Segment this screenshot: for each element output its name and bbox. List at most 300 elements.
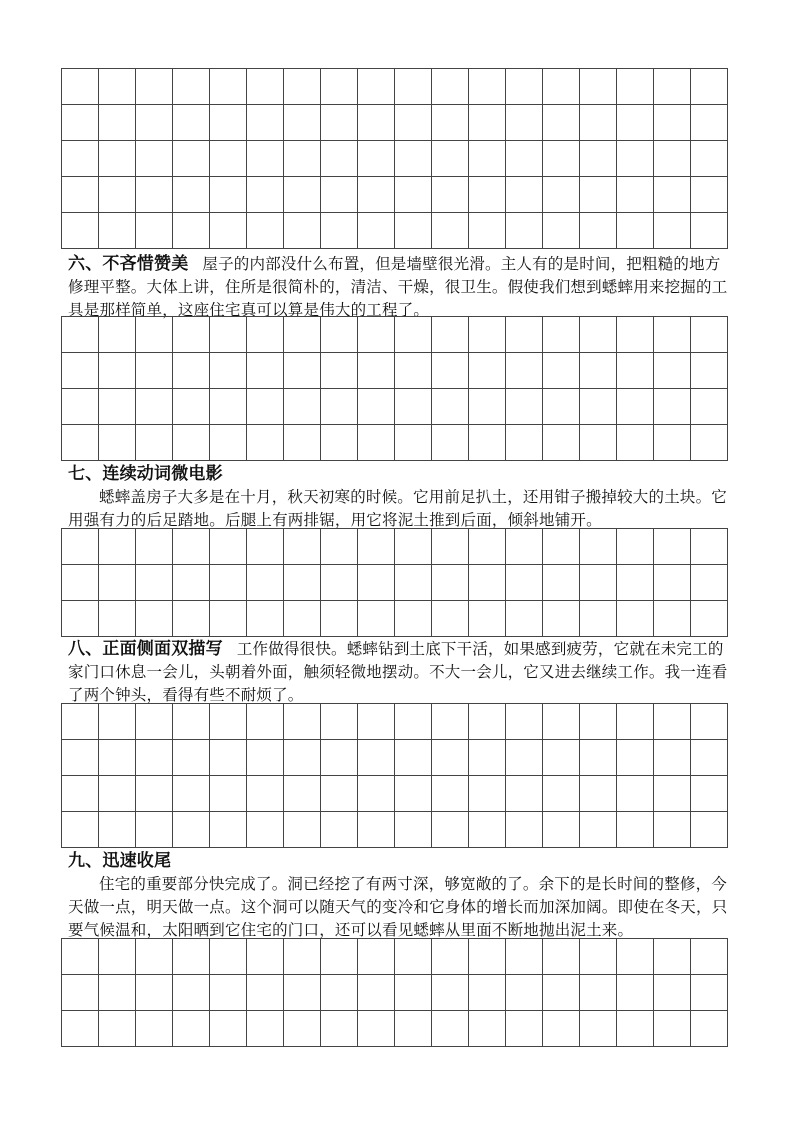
grid-cell[interactable] xyxy=(580,141,617,177)
grid-cell[interactable] xyxy=(321,704,358,740)
grid-cell[interactable] xyxy=(136,317,173,353)
grid-cell[interactable] xyxy=(654,141,691,177)
grid-cell[interactable] xyxy=(136,939,173,975)
grid-cell[interactable] xyxy=(173,1011,210,1047)
grid-cell[interactable] xyxy=(210,565,247,601)
grid-cell[interactable] xyxy=(358,353,395,389)
grid-cell[interactable] xyxy=(247,975,284,1011)
grid-cell[interactable] xyxy=(284,1011,321,1047)
grid-cell[interactable] xyxy=(432,704,469,740)
grid-cell[interactable] xyxy=(543,601,580,637)
grid-cell[interactable] xyxy=(432,425,469,461)
grid-cell[interactable] xyxy=(432,975,469,1011)
grid-cell[interactable] xyxy=(62,317,99,353)
grid-cell[interactable] xyxy=(321,776,358,812)
grid-cell[interactable] xyxy=(136,1011,173,1047)
grid-cell[interactable] xyxy=(543,213,580,249)
grid-cell[interactable] xyxy=(543,812,580,848)
grid-cell[interactable] xyxy=(210,105,247,141)
grid-cell[interactable] xyxy=(247,353,284,389)
grid-cell[interactable] xyxy=(210,812,247,848)
grid-cell[interactable] xyxy=(321,389,358,425)
grid-cell[interactable] xyxy=(284,177,321,213)
grid-cell[interactable] xyxy=(62,1011,99,1047)
grid-cell[interactable] xyxy=(284,317,321,353)
grid-cell[interactable] xyxy=(136,704,173,740)
grid-cell[interactable] xyxy=(247,740,284,776)
grid-cell[interactable] xyxy=(469,939,506,975)
grid-cell[interactable] xyxy=(654,105,691,141)
grid-cell[interactable] xyxy=(99,740,136,776)
grid-cell[interactable] xyxy=(654,353,691,389)
grid-cell[interactable] xyxy=(210,353,247,389)
grid-cell[interactable] xyxy=(506,69,543,105)
grid-cell[interactable] xyxy=(62,389,99,425)
grid-cell[interactable] xyxy=(543,177,580,213)
grid-cell[interactable] xyxy=(136,740,173,776)
grid-cell[interactable] xyxy=(395,601,432,637)
grid-cell[interactable] xyxy=(210,141,247,177)
grid-cell[interactable] xyxy=(543,69,580,105)
grid-cell[interactable] xyxy=(210,601,247,637)
grid-cell[interactable] xyxy=(506,425,543,461)
grid-cell[interactable] xyxy=(284,565,321,601)
grid-cell[interactable] xyxy=(691,141,728,177)
grid-cell[interactable] xyxy=(321,601,358,637)
grid-cell[interactable] xyxy=(506,975,543,1011)
grid-cell[interactable] xyxy=(469,213,506,249)
grid-cell[interactable] xyxy=(580,975,617,1011)
grid-cell[interactable] xyxy=(469,177,506,213)
grid-cell[interactable] xyxy=(617,213,654,249)
grid-cell[interactable] xyxy=(99,939,136,975)
grid-cell[interactable] xyxy=(247,177,284,213)
grid-cell[interactable] xyxy=(284,425,321,461)
grid-cell[interactable] xyxy=(469,353,506,389)
grid-cell[interactable] xyxy=(321,105,358,141)
grid-cell[interactable] xyxy=(62,975,99,1011)
grid-cell[interactable] xyxy=(580,177,617,213)
grid-cell[interactable] xyxy=(284,740,321,776)
grid-cell[interactable] xyxy=(691,105,728,141)
grid-cell[interactable] xyxy=(358,812,395,848)
grid-cell[interactable] xyxy=(358,141,395,177)
grid-cell[interactable] xyxy=(284,776,321,812)
grid-cell[interactable] xyxy=(173,529,210,565)
grid-cell[interactable] xyxy=(62,704,99,740)
grid-cell[interactable] xyxy=(395,565,432,601)
grid-cell[interactable] xyxy=(62,529,99,565)
grid-cell[interactable] xyxy=(173,177,210,213)
grid-cell[interactable] xyxy=(173,601,210,637)
grid-cell[interactable] xyxy=(543,529,580,565)
grid-cell[interactable] xyxy=(654,389,691,425)
grid-cell[interactable] xyxy=(284,69,321,105)
grid-cell[interactable] xyxy=(136,601,173,637)
grid-cell[interactable] xyxy=(321,141,358,177)
grid-cell[interactable] xyxy=(543,141,580,177)
grid-cell[interactable] xyxy=(432,529,469,565)
grid-cell[interactable] xyxy=(432,389,469,425)
grid-cell[interactable] xyxy=(136,69,173,105)
grid-cell[interactable] xyxy=(62,69,99,105)
grid-cell[interactable] xyxy=(284,213,321,249)
grid-cell[interactable] xyxy=(654,529,691,565)
grid-cell[interactable] xyxy=(210,213,247,249)
grid-cell[interactable] xyxy=(284,939,321,975)
grid-cell[interactable] xyxy=(99,389,136,425)
grid-cell[interactable] xyxy=(580,812,617,848)
grid-cell[interactable] xyxy=(99,704,136,740)
grid-cell[interactable] xyxy=(691,812,728,848)
grid-cell[interactable] xyxy=(284,975,321,1011)
grid-cell[interactable] xyxy=(210,529,247,565)
grid-cell[interactable] xyxy=(395,141,432,177)
grid-cell[interactable] xyxy=(321,740,358,776)
grid-cell[interactable] xyxy=(432,1011,469,1047)
grid-cell[interactable] xyxy=(506,740,543,776)
grid-cell[interactable] xyxy=(506,601,543,637)
grid-cell[interactable] xyxy=(136,389,173,425)
grid-cell[interactable] xyxy=(358,213,395,249)
grid-cell[interactable] xyxy=(321,425,358,461)
grid-cell[interactable] xyxy=(395,213,432,249)
grid-cell[interactable] xyxy=(432,601,469,637)
grid-cell[interactable] xyxy=(580,425,617,461)
grid-cell[interactable] xyxy=(580,1011,617,1047)
grid-cell[interactable] xyxy=(543,317,580,353)
grid-cell[interactable] xyxy=(506,529,543,565)
grid-cell[interactable] xyxy=(99,141,136,177)
grid-cell[interactable] xyxy=(247,141,284,177)
grid-cell[interactable] xyxy=(321,975,358,1011)
grid-cell[interactable] xyxy=(395,704,432,740)
grid-cell[interactable] xyxy=(654,425,691,461)
grid-cell[interactable] xyxy=(654,565,691,601)
grid-cell[interactable] xyxy=(432,105,469,141)
grid-cell[interactable] xyxy=(247,776,284,812)
grid-cell[interactable] xyxy=(469,389,506,425)
grid-cell[interactable] xyxy=(395,1011,432,1047)
grid-cell[interactable] xyxy=(321,213,358,249)
grid-cell[interactable] xyxy=(617,389,654,425)
grid-cell[interactable] xyxy=(580,389,617,425)
grid-cell[interactable] xyxy=(617,812,654,848)
grid-cell[interactable] xyxy=(210,1011,247,1047)
grid-cell[interactable] xyxy=(469,529,506,565)
grid-cell[interactable] xyxy=(358,776,395,812)
grid-cell[interactable] xyxy=(506,776,543,812)
grid-cell[interactable] xyxy=(654,601,691,637)
grid-cell[interactable] xyxy=(654,740,691,776)
grid-cell[interactable] xyxy=(691,389,728,425)
grid-cell[interactable] xyxy=(506,177,543,213)
grid-cell[interactable] xyxy=(654,317,691,353)
grid-cell[interactable] xyxy=(580,776,617,812)
grid-cell[interactable] xyxy=(506,105,543,141)
grid-cell[interactable] xyxy=(691,69,728,105)
grid-cell[interactable] xyxy=(543,740,580,776)
grid-cell[interactable] xyxy=(432,353,469,389)
grid-cell[interactable] xyxy=(469,812,506,848)
grid-cell[interactable] xyxy=(654,704,691,740)
grid-cell[interactable] xyxy=(284,141,321,177)
grid-cell[interactable] xyxy=(469,704,506,740)
grid-cell[interactable] xyxy=(136,213,173,249)
grid-cell[interactable] xyxy=(580,69,617,105)
grid-cell[interactable] xyxy=(358,740,395,776)
grid-cell[interactable] xyxy=(543,1011,580,1047)
grid-cell[interactable] xyxy=(654,1011,691,1047)
grid-cell[interactable] xyxy=(136,975,173,1011)
grid-cell[interactable] xyxy=(210,425,247,461)
grid-cell[interactable] xyxy=(358,105,395,141)
writing-grid[interactable] xyxy=(61,316,728,461)
grid-cell[interactable] xyxy=(284,601,321,637)
grid-cell[interactable] xyxy=(469,425,506,461)
grid-cell[interactable] xyxy=(617,1011,654,1047)
grid-cell[interactable] xyxy=(691,601,728,637)
grid-cell[interactable] xyxy=(321,353,358,389)
grid-cell[interactable] xyxy=(506,704,543,740)
grid-cell[interactable] xyxy=(99,425,136,461)
grid-cell[interactable] xyxy=(321,1011,358,1047)
grid-cell[interactable] xyxy=(543,975,580,1011)
grid-cell[interactable] xyxy=(321,69,358,105)
grid-cell[interactable] xyxy=(432,565,469,601)
grid-cell[interactable] xyxy=(321,812,358,848)
grid-cell[interactable] xyxy=(506,939,543,975)
grid-cell[interactable] xyxy=(580,105,617,141)
grid-cell[interactable] xyxy=(358,177,395,213)
grid-cell[interactable] xyxy=(691,975,728,1011)
grid-cell[interactable] xyxy=(691,1011,728,1047)
grid-cell[interactable] xyxy=(395,776,432,812)
grid-cell[interactable] xyxy=(99,812,136,848)
grid-cell[interactable] xyxy=(247,704,284,740)
writing-grid[interactable] xyxy=(61,68,728,249)
grid-cell[interactable] xyxy=(580,740,617,776)
grid-cell[interactable] xyxy=(617,69,654,105)
grid-cell[interactable] xyxy=(136,105,173,141)
grid-cell[interactable] xyxy=(691,776,728,812)
grid-cell[interactable] xyxy=(210,939,247,975)
grid-cell[interactable] xyxy=(210,69,247,105)
grid-cell[interactable] xyxy=(469,601,506,637)
grid-cell[interactable] xyxy=(654,69,691,105)
grid-cell[interactable] xyxy=(210,177,247,213)
grid-cell[interactable] xyxy=(617,177,654,213)
grid-cell[interactable] xyxy=(617,425,654,461)
grid-cell[interactable] xyxy=(321,565,358,601)
grid-cell[interactable] xyxy=(62,213,99,249)
grid-cell[interactable] xyxy=(395,975,432,1011)
grid-cell[interactable] xyxy=(99,565,136,601)
grid-cell[interactable] xyxy=(210,317,247,353)
grid-cell[interactable] xyxy=(173,939,210,975)
grid-cell[interactable] xyxy=(580,529,617,565)
grid-cell[interactable] xyxy=(469,776,506,812)
grid-cell[interactable] xyxy=(395,353,432,389)
grid-cell[interactable] xyxy=(173,704,210,740)
grid-cell[interactable] xyxy=(395,105,432,141)
grid-cell[interactable] xyxy=(395,389,432,425)
grid-cell[interactable] xyxy=(691,529,728,565)
grid-cell[interactable] xyxy=(173,425,210,461)
grid-cell[interactable] xyxy=(691,353,728,389)
grid-cell[interactable] xyxy=(99,177,136,213)
grid-cell[interactable] xyxy=(506,812,543,848)
grid-cell[interactable] xyxy=(358,939,395,975)
grid-cell[interactable] xyxy=(99,213,136,249)
grid-cell[interactable] xyxy=(395,812,432,848)
grid-cell[interactable] xyxy=(617,704,654,740)
grid-cell[interactable] xyxy=(432,177,469,213)
grid-cell[interactable] xyxy=(173,565,210,601)
grid-cell[interactable] xyxy=(99,975,136,1011)
grid-cell[interactable] xyxy=(210,776,247,812)
grid-cell[interactable] xyxy=(617,776,654,812)
grid-cell[interactable] xyxy=(543,105,580,141)
grid-cell[interactable] xyxy=(395,740,432,776)
grid-cell[interactable] xyxy=(136,776,173,812)
grid-cell[interactable] xyxy=(691,740,728,776)
grid-cell[interactable] xyxy=(543,389,580,425)
grid-cell[interactable] xyxy=(99,317,136,353)
grid-cell[interactable] xyxy=(62,425,99,461)
grid-cell[interactable] xyxy=(173,776,210,812)
grid-cell[interactable] xyxy=(691,177,728,213)
grid-cell[interactable] xyxy=(62,105,99,141)
grid-cell[interactable] xyxy=(543,425,580,461)
grid-cell[interactable] xyxy=(247,69,284,105)
grid-cell[interactable] xyxy=(99,105,136,141)
grid-cell[interactable] xyxy=(617,529,654,565)
grid-cell[interactable] xyxy=(136,353,173,389)
writing-grid[interactable] xyxy=(61,528,728,637)
grid-cell[interactable] xyxy=(432,812,469,848)
grid-cell[interactable] xyxy=(580,939,617,975)
writing-grid[interactable] xyxy=(61,938,728,1047)
grid-cell[interactable] xyxy=(284,389,321,425)
grid-cell[interactable] xyxy=(580,565,617,601)
grid-cell[interactable] xyxy=(432,141,469,177)
grid-cell[interactable] xyxy=(99,529,136,565)
grid-cell[interactable] xyxy=(543,353,580,389)
grid-cell[interactable] xyxy=(358,529,395,565)
grid-cell[interactable] xyxy=(247,105,284,141)
grid-cell[interactable] xyxy=(506,141,543,177)
grid-cell[interactable] xyxy=(691,704,728,740)
grid-cell[interactable] xyxy=(99,353,136,389)
grid-cell[interactable] xyxy=(173,141,210,177)
grid-cell[interactable] xyxy=(173,389,210,425)
grid-cell[interactable] xyxy=(617,939,654,975)
grid-cell[interactable] xyxy=(395,317,432,353)
grid-cell[interactable] xyxy=(247,425,284,461)
grid-cell[interactable] xyxy=(62,812,99,848)
grid-cell[interactable] xyxy=(506,1011,543,1047)
grid-cell[interactable] xyxy=(321,939,358,975)
grid-cell[interactable] xyxy=(284,529,321,565)
grid-cell[interactable] xyxy=(543,939,580,975)
grid-cell[interactable] xyxy=(395,529,432,565)
grid-cell[interactable] xyxy=(99,776,136,812)
grid-cell[interactable] xyxy=(173,105,210,141)
grid-cell[interactable] xyxy=(469,141,506,177)
grid-cell[interactable] xyxy=(358,317,395,353)
grid-cell[interactable] xyxy=(617,565,654,601)
grid-cell[interactable] xyxy=(210,975,247,1011)
writing-grid[interactable] xyxy=(61,703,728,848)
grid-cell[interactable] xyxy=(432,69,469,105)
grid-cell[interactable] xyxy=(247,939,284,975)
grid-cell[interactable] xyxy=(247,529,284,565)
grid-cell[interactable] xyxy=(580,601,617,637)
grid-cell[interactable] xyxy=(136,812,173,848)
grid-cell[interactable] xyxy=(173,317,210,353)
grid-cell[interactable] xyxy=(136,425,173,461)
grid-cell[interactable] xyxy=(580,213,617,249)
grid-cell[interactable] xyxy=(62,177,99,213)
grid-cell[interactable] xyxy=(580,317,617,353)
grid-cell[interactable] xyxy=(469,1011,506,1047)
grid-cell[interactable] xyxy=(247,601,284,637)
grid-cell[interactable] xyxy=(173,353,210,389)
grid-cell[interactable] xyxy=(247,317,284,353)
grid-cell[interactable] xyxy=(321,529,358,565)
grid-cell[interactable] xyxy=(99,1011,136,1047)
grid-cell[interactable] xyxy=(617,141,654,177)
grid-cell[interactable] xyxy=(62,939,99,975)
grid-cell[interactable] xyxy=(506,317,543,353)
grid-cell[interactable] xyxy=(432,317,469,353)
grid-cell[interactable] xyxy=(136,141,173,177)
grid-cell[interactable] xyxy=(284,704,321,740)
grid-cell[interactable] xyxy=(617,740,654,776)
grid-cell[interactable] xyxy=(691,317,728,353)
grid-cell[interactable] xyxy=(358,1011,395,1047)
grid-cell[interactable] xyxy=(136,529,173,565)
grid-cell[interactable] xyxy=(432,939,469,975)
grid-cell[interactable] xyxy=(469,317,506,353)
grid-cell[interactable] xyxy=(654,975,691,1011)
grid-cell[interactable] xyxy=(173,740,210,776)
grid-cell[interactable] xyxy=(173,975,210,1011)
grid-cell[interactable] xyxy=(432,213,469,249)
grid-cell[interactable] xyxy=(210,704,247,740)
grid-cell[interactable] xyxy=(654,177,691,213)
grid-cell[interactable] xyxy=(617,353,654,389)
grid-cell[interactable] xyxy=(506,213,543,249)
grid-cell[interactable] xyxy=(247,213,284,249)
grid-cell[interactable] xyxy=(506,565,543,601)
grid-cell[interactable] xyxy=(358,69,395,105)
grid-cell[interactable] xyxy=(358,704,395,740)
grid-cell[interactable] xyxy=(543,776,580,812)
grid-cell[interactable] xyxy=(469,69,506,105)
grid-cell[interactable] xyxy=(432,740,469,776)
grid-cell[interactable] xyxy=(395,425,432,461)
grid-cell[interactable] xyxy=(136,177,173,213)
grid-cell[interactable] xyxy=(284,105,321,141)
grid-cell[interactable] xyxy=(469,565,506,601)
grid-cell[interactable] xyxy=(691,939,728,975)
grid-cell[interactable] xyxy=(358,601,395,637)
grid-cell[interactable] xyxy=(617,105,654,141)
grid-cell[interactable] xyxy=(247,812,284,848)
grid-cell[interactable] xyxy=(210,389,247,425)
